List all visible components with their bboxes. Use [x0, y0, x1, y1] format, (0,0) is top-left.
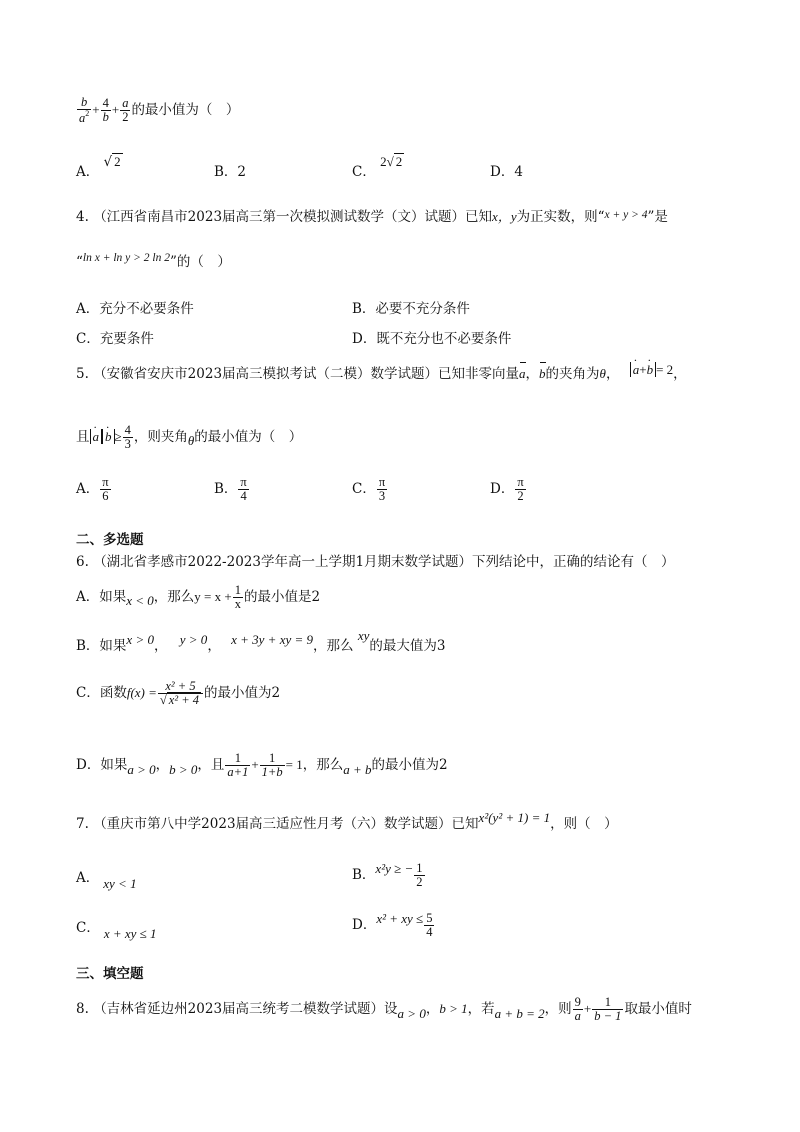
q5-option-a[interactable]: A． $\frac{\pi}{6}$ [76, 475, 109, 504]
q7-stem: 7. （重庆市第八中学2023届高三适应性月考（六）数学试题）已知x²(y² + 1) = 1，则（ ） [76, 810, 618, 832]
q3-option-b[interactable]: B．2 [214, 164, 247, 180]
q7-option-d[interactable]: D．x² + xy ≤ $\frac{5}{4}$ [352, 911, 433, 940]
section-title-multi-choice: 二、多选题 [76, 532, 144, 548]
section-title-fill-blank: 三、填空题 [76, 966, 144, 982]
fraction-b-over-a2: $\frac{b}{a^2}$ [79, 95, 90, 126]
q5-option-b[interactable]: B． $\frac{\pi}{4}$ [214, 475, 247, 504]
q3-expression-line: $\frac{b}{a^2}$ + $\frac{4}{b}$ + $\frac{a}{2}$ 的最小值为（ ） [79, 95, 240, 126]
q4-option-c[interactable]: C．充要条件 [76, 331, 154, 347]
q6-stem: 6. （湖北省孝感市2022-2023学年高一上学期1月期末数学试题）下列结论中，正确的结论有（ ） [76, 554, 675, 570]
q4-option-d[interactable]: D．既不充分也不必要条件 [352, 331, 512, 347]
q5-stem-line2: 且· a· b ≥ $\frac{4}{3}$ ，则夹角θ的最小值为（ ） [76, 424, 730, 451]
q7-options-row2 [76, 912, 730, 942]
q4-option-b[interactable]: B．必要不充分条件 [352, 301, 470, 317]
fraction-4-over-b: $\frac{4}{b}$ [102, 96, 109, 125]
q3-option-a[interactable]: A． √ 2 [76, 154, 121, 180]
q7-options-row1 [76, 862, 730, 892]
q5-option-d[interactable]: D． $\frac{\pi}{2}$ [490, 475, 524, 504]
q4-option-a[interactable]: A．充分不必要条件 [76, 301, 194, 317]
q6-option-d[interactable]: D．如果a > 0，b > 0，且 $\frac{1}{a+1}$ + $\frac{1}{1+b}$ = 1，那么a + b的最小值为2 [76, 751, 448, 780]
q7-option-a[interactable]: A． xy < 1 [76, 870, 137, 891]
q6-option-a[interactable]: A．如果x < 0，那么y = x + $\frac{1}{x}$ 的最小值是2 [76, 583, 321, 612]
q6-option-b[interactable]: B．如果x > 0， y > 0， x + 3y + xy = 9，那么 xy的最大值为3 [76, 628, 446, 654]
fraction-a-over-2: $\frac{a}{2}$ [122, 96, 129, 125]
q4-stem-line1: 4. （江西省南昌市2023届高三第一次模拟测试数学（文）试题）已知x，y为正实数，则“x + y > 4”是 [76, 209, 668, 225]
q5-condition: · a+· b = 2 [630, 362, 673, 377]
q5-stem-line1: 5. （安徽省安庆市2023届高三模拟考试（二模）数学试题）已知非零向量a，b的夹角为θ， · a+· b = 2， [76, 362, 730, 382]
q8-stem: 8. （吉林省延边州2023届高三统考二模数学试题）设a > 0，b > 1，若a + b = 2，则 $\frac{9}{a}$ + $\frac{1}{b - 1}$ 取最小值时 [76, 995, 692, 1024]
q5-options [76, 476, 730, 510]
q7-option-b[interactable]: B．x²y ≥ − $\frac{1}{2}$ [352, 861, 423, 890]
q6-option-c[interactable]: C．函数f(x) = $\frac{\text{x² + 5}}{\text{√ x² + 4}}$ 的最小值为2 [76, 679, 281, 708]
q3-option-c[interactable]: C． 2√ 2 [352, 154, 403, 180]
q3-options [76, 150, 730, 180]
q4-stem-line2: “ln x + ln y > 2 ln 2”的（ ） [76, 252, 231, 270]
q5-inequality: · a· b ≥ [90, 429, 122, 444]
q3-option-d[interactable]: D．4 [490, 164, 523, 180]
q5-option-c[interactable]: C． $\frac{\pi}{3}$ [352, 475, 386, 504]
q7-option-c[interactable]: C． x + xy ≤ 1 [76, 920, 157, 941]
